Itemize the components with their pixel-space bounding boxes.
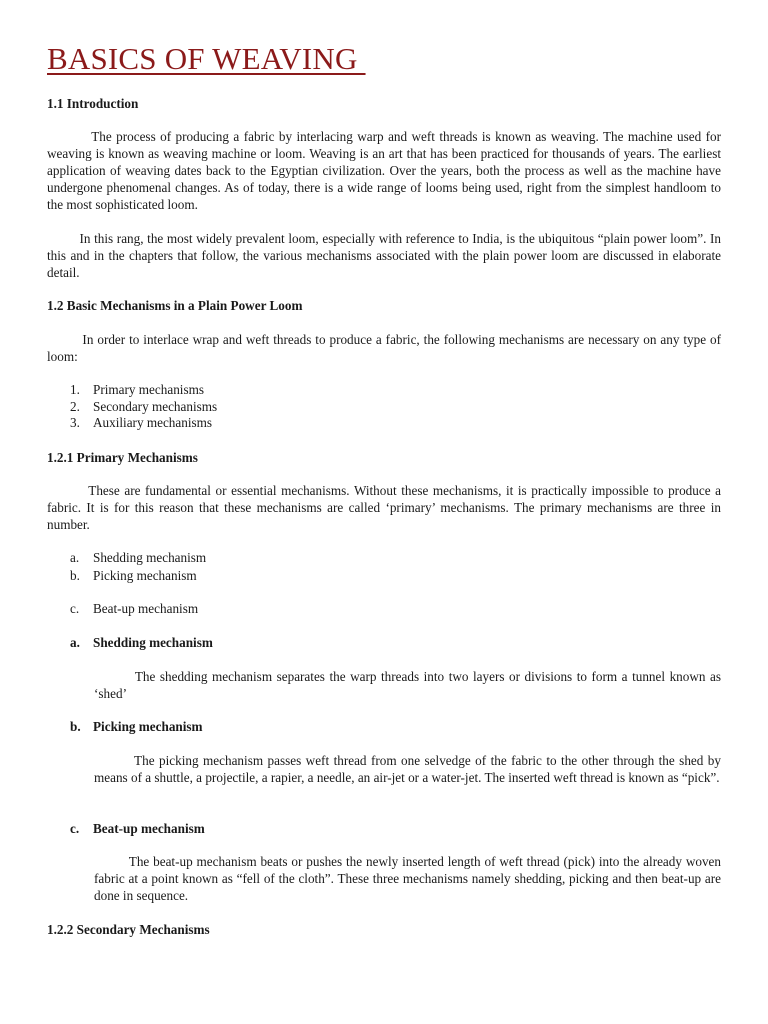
list-marker: b. [70,568,80,583]
basic-mechanisms-paragraph: In order to interlace wrap and weft threads to produce a fabric, the following mechanisms are necessary on any type of loom: [47,332,721,364]
list-marker: 1. [70,382,80,397]
subheading-marker: c. [70,821,80,836]
list-item-text: Beat-up mechanism [93,601,199,616]
list-item-text: Picking mechanism [93,568,197,583]
list-marker: 3. [70,415,80,430]
subheading-text: Shedding mechanism [93,635,213,650]
section-heading-basic-mechanisms: 1.2 Basic Mechanisms in a Plain Power Loom [47,298,303,313]
list-item-text: Primary mechanisms [93,382,204,397]
subheading-marker: a. [70,635,80,650]
list-item-text: Secondary mechanisms [93,399,218,414]
section-heading-primary-mechanisms: 1.2.1 Primary Mechanisms [47,450,198,465]
intro-paragraph-2: In this rang, the most widely prevalent loom, especially with reference to India, is the ubiquitous “plain power loom”. In this and in the chapters that follow, the various mechanisms associated with the plain power loom are discussed in elaborate detail. [47,231,721,280]
list-marker: c. [70,601,80,616]
document-title: BASICS OF WEAVING [47,41,366,76]
subheading-marker: b. [70,719,81,734]
list-marker: 2. [70,399,80,414]
primary-mechanisms-paragraph: These are fundamental or essential mechanisms. Without these mechanisms, it is practically impossible to produce a fabric. It is for this reason that these mechanisms are called ‘primary’ mechanisms. The primary mechanisms are three in number. [47,483,721,532]
picking-paragraph: The picking mechanism passes weft thread from one selvedge of the fabric to the other through the shed by means of a shuttle, a projectile, a rapier, a needle, an air-jet or a water-jet. The inserted weft thread is known as “pick”. [94,753,721,785]
shedding-paragraph: The shedding mechanism separates the warp threads into two layers or divisions to form a tunnel known as ‘shed’ [94,669,721,701]
list-item-text: Auxiliary mechanisms [93,415,213,430]
subheading-text: Picking mechanism [93,719,203,734]
beat-up-paragraph: The beat-up mechanism beats or pushes the newly inserted length of weft thread (pick) into the already woven fabric at a point known as “fell of the cloth”. These three mechanisms namely shedding, picking and then beat-up are done in sequence. [94,854,721,903]
section-heading-secondary-mechanisms: 1.2.2 Secondary Mechanisms [47,922,210,937]
list-marker: a. [70,550,80,565]
list-item-text: Shedding mechanism [93,550,207,565]
subheading-text: Beat-up mechanism [93,821,205,836]
section-heading-introduction: 1.1 Introduction [47,96,139,111]
intro-paragraph-1: The process of producing a fabric by interlacing warp and weft threads is known as weaving. The machine used for weaving is known as weaving machine or loom. Weaving is an art that has been practiced for thousands of years. The earliest application of weaving dates back to the Egyptian civilization. Over the years, both the process as well as the machine have undergone phenomenal changes. As of today, there is a wide range of looms being used, right from the simplest handloom to the most sophisticated loom. [47,129,721,212]
